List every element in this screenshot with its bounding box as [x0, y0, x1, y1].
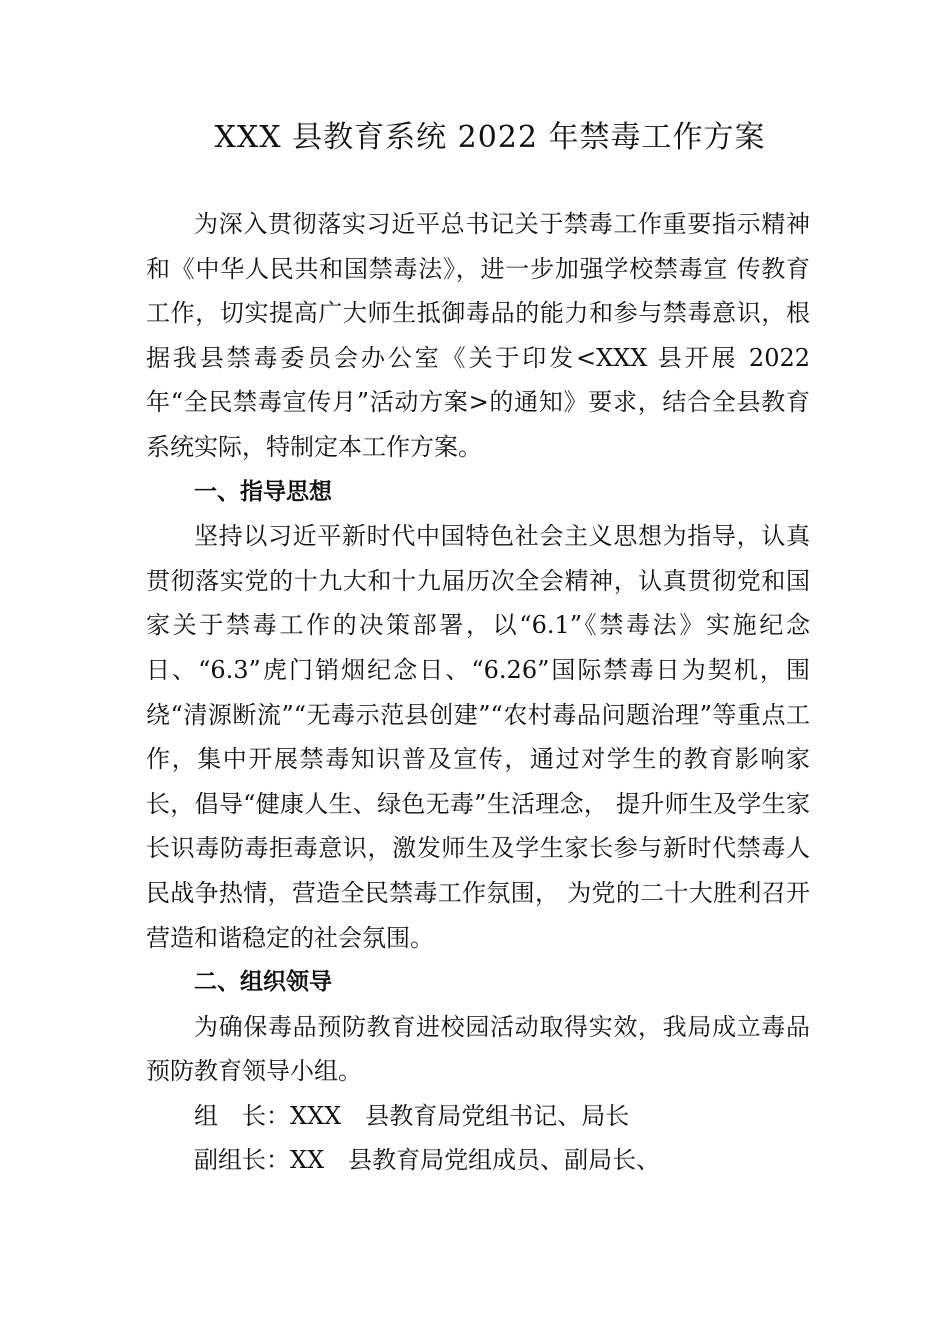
intro-paragraph: 为深入贯彻落实习近平总书记关于禁毒工作重要指示精神和《中华人民共和国禁毒法》，进一步加强学校禁毒宣 传教育工作，切实提高广大师生抵御毒品的能力和参与禁毒意识，根据我县禁毒委员会办公室《关于印发<XXX 县开展 2022 年“全民禁毒宣传月”活动方案>的通知》要求，结合全县教育系统实际，特制定本工作方案。 — [146, 210, 810, 461]
document-body — [146, 202, 810, 1183]
deputy-leader-line: 副组长：XX 县教育局党组成员、副局长、 — [194, 1146, 661, 1175]
document-title: XXX 县教育系统 2022 年禁毒工作方案 — [214, 120, 766, 155]
section-heading-organization: 二、组织领导 — [194, 969, 332, 996]
leader-line: 组 长：XXX 县教育局党组书记、局长 — [194, 1101, 630, 1130]
guiding-ideology-paragraph: 坚持以习近平新时代中国特色社会主义思想为指导，认真贯彻落实党的十九大和十九届历次全会精神，认真贯彻党和国家关于禁毒工作的决策部署，以“6.1”《禁毒法》实施纪念日、“6.3”虎门销烟纪念日、“6.26”国际禁毒日为契机，围绕“清源断流”“无毒示范县创建”“农村毒品问题治理”等重点工作，集中开展禁毒知识普及宣传，通过对学生的教育影响家长，倡导“健康人生、绿色无毒”生活理念， 提升师生及学生家长识毒防毒拒毒意识，激发师生及学生家长参与新时代禁毒人民战争热情，营造全民禁毒工作氛围， 为党的二十大胜利召开营造和谐稳定的社会氛围。 — [146, 522, 810, 952]
organization-paragraph: 为确保毒品预防教育进校园活动取得实效，我局成立毒品预防教育领导小组。 — [146, 1012, 810, 1086]
section-heading-guiding-ideology: 一、指导思想 — [194, 478, 332, 505]
